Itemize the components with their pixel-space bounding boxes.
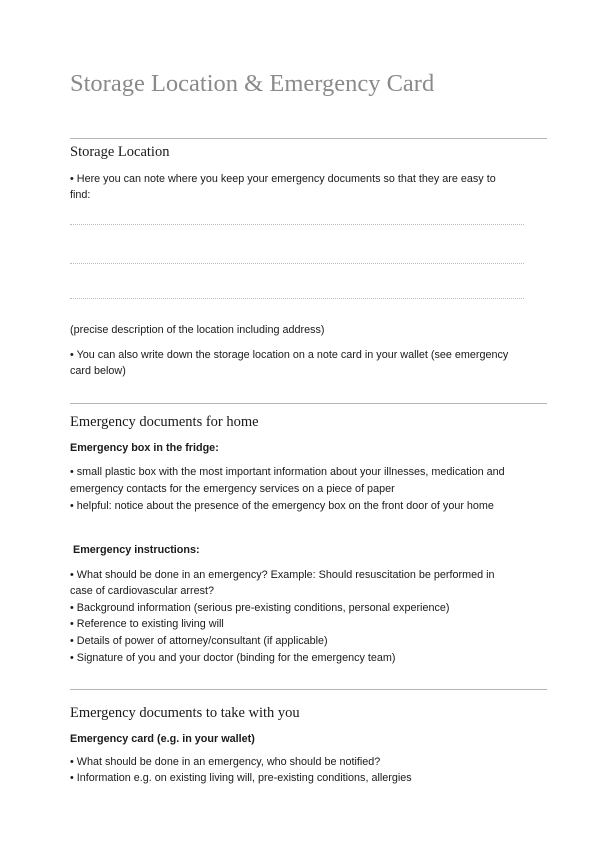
emergency-box-line: • helpful: notice about the presence of the emergency box on the front door of your home (70, 500, 494, 512)
storage-bullet-line: • Here you can note where you keep your emergency documents so that they are easy to (70, 173, 496, 185)
storage-note: (precise description of the location including address) (70, 324, 325, 336)
instructions-line: • Signature of you and your doctor (binding for the emergency team) (70, 652, 396, 664)
instructions-line: case of cardiovascular arrest? (70, 585, 215, 597)
page-title: Storage Location & Emergency Card (70, 70, 435, 97)
section-divider (70, 689, 547, 690)
storage-heading: Storage Location (70, 144, 170, 160)
emergency-card-line: • What should be done in an emergency, who should be notified? (70, 756, 381, 768)
instructions-line: • Details of power of attorney/consultant (if applicable) (70, 635, 328, 647)
home-heading: Emergency documents for home (70, 414, 259, 430)
write-in-line (70, 263, 524, 264)
section-divider (70, 403, 547, 404)
instructions-title: Emergency instructions: (73, 544, 200, 556)
emergency-box-line: emergency contacts for the emergency services on a piece of paper (70, 483, 395, 495)
write-in-line (70, 298, 524, 299)
instructions-line: • Reference to existing living will (70, 618, 224, 630)
storage-bullet-line: find: (70, 189, 91, 201)
storage-bullet-line: card below) (70, 365, 126, 377)
instructions-line: • Background information (serious pre-existing conditions, personal experience) (70, 602, 450, 614)
write-in-line (70, 224, 524, 225)
take-heading: Emergency documents to take with you (70, 705, 300, 721)
emergency-box-line: • small plastic box with the most important information about your illnesses, medication and (70, 466, 505, 478)
instructions-line: • What should be done in an emergency? Example: Should resuscitation be performed in (70, 569, 495, 581)
section-divider (70, 138, 547, 139)
emergency-card-line: • Information e.g. on existing living will, pre-existing conditions, allergies (70, 772, 412, 784)
emergency-card-title: Emergency card (e.g. in your wallet) (70, 733, 255, 745)
storage-bullet-line: • You can also write down the storage location on a note card in your wallet (see emergency (70, 349, 509, 361)
emergency-box-title: Emergency box in the fridge: (70, 442, 219, 454)
